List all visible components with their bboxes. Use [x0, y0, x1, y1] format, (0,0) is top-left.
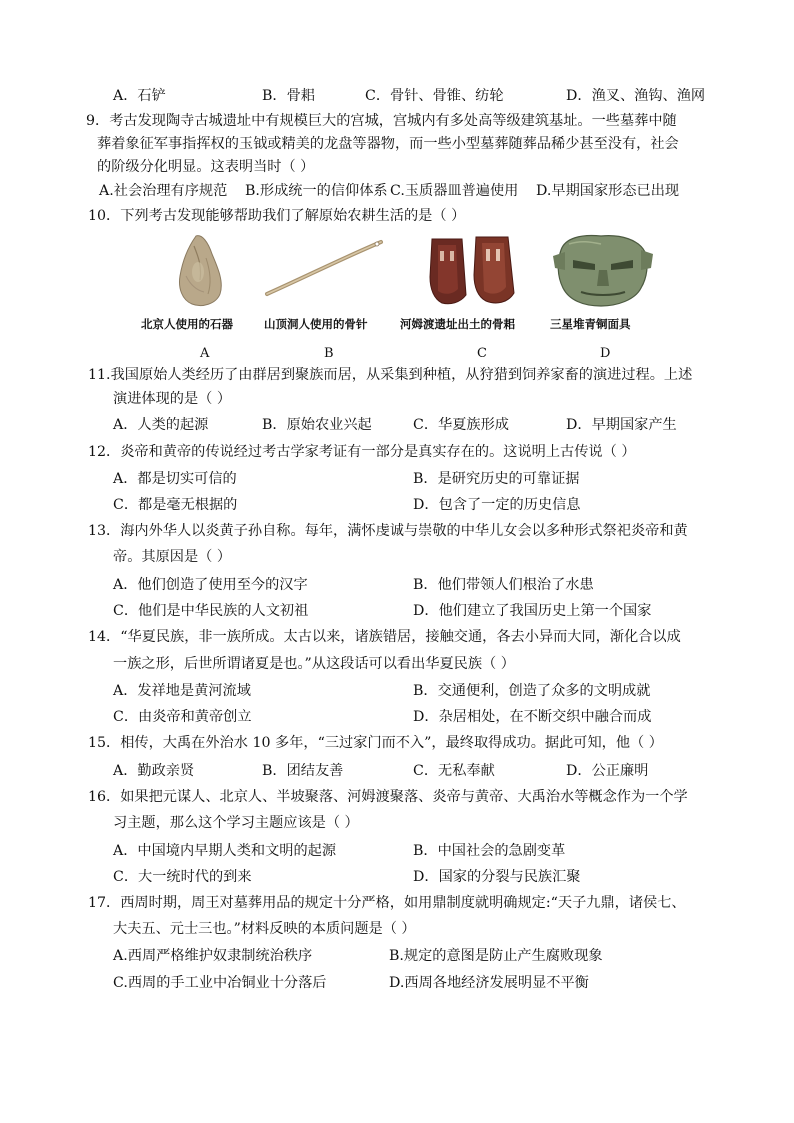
q10-option-b: B	[324, 346, 334, 361]
q12-option-c: C．都是毫无根据的	[113, 497, 238, 513]
q15-option-a: A．勤政亲贤	[113, 763, 195, 779]
q9-stem-line-3: 的阶级分化明显。这表明当时（ ）	[97, 159, 315, 175]
q10-option-a: A	[200, 346, 210, 361]
q10-stem: 10．下列考古发现能够帮助我们了解原始农耕生活的是（ ）	[88, 208, 466, 224]
image-caption-d: 三星堆青铜面具	[550, 317, 631, 331]
bone-needle-image	[263, 236, 387, 300]
q16-option-a: A．中国境内早期人类和文明的起源	[113, 843, 337, 859]
q14-stem-line-2: 一族之形，后世所谓诸夏是也。”从这段话可以看出华夏民族（ ）	[113, 656, 515, 672]
stone-tool-image	[172, 232, 232, 310]
bone-spade-image	[424, 233, 520, 309]
q12-stem: 12．炎帝和黄帝的传说经过考古学家考证有一部分是真实存在的。这说明上古传说（ ）	[88, 444, 636, 460]
q17-option-b: B.规定的意图是防止产生腐败现象	[389, 948, 603, 964]
q13-option-d: D．他们建立了我国历史上第一个国家	[413, 603, 652, 619]
q17-option-a: A.西周严格维护奴隶制统治秩序	[113, 948, 313, 964]
q9-option-d: D.早期国家形态已出现	[536, 183, 680, 199]
q15-stem: 15．相传，大禹在外治水 10 多年，“三过家门而不入”，最终取得成功。据此可知，他（ ）	[88, 735, 663, 751]
q9-stem-line-2: 葬着象征军事指挥权的玉钺或精美的龙盘等器物，而一些小型墓葬随葬品稀少甚至没有，社会	[97, 136, 679, 152]
q16-option-b: B．中国社会的急剧变革	[413, 843, 566, 859]
image-caption-c: 河姆渡遗址出土的骨耜	[400, 317, 515, 331]
q13-stem-line-2: 帝。其原因是（ ）	[113, 549, 232, 565]
q12-option-b: B．是研究历史的可靠证据	[413, 471, 580, 487]
q12-option-d: D．包含了一定的历史信息	[413, 497, 581, 513]
q8-option-c: C．骨针、骨锥、纺轮	[365, 88, 504, 104]
q16-stem-line-2: 习主题，那么这个学习主题应该是（ ）	[113, 815, 359, 831]
q11-stem-line-2: 演进体现的是（ ）	[113, 391, 232, 407]
q14-option-b: B．交通便利，创造了众多的文明成就	[413, 683, 651, 699]
q16-option-c: C．大一统时代的到来	[113, 869, 252, 885]
q11-option-a: A．人类的起源	[113, 417, 209, 433]
image-caption-a: 北京人使用的石器	[141, 317, 233, 331]
q17-stem-line-2: 大夫五、元士三也。”材料反映的本质问题是（ ）	[113, 921, 416, 937]
q17-stem-line-1: 17．西周时期，周王对墓葬用品的规定十分严格，如用鼎制度就明确规定:“天子九鼎，诸侯七、	[88, 895, 686, 911]
q13-option-b: B．他们带领人们根治了水患	[413, 577, 594, 593]
q12-option-a: A．都是切实可信的	[113, 471, 237, 487]
bronze-mask-image	[551, 230, 655, 310]
q14-stem-line-1: 14．“华夏民族，非一族所成。太古以来，诸族错居，接触交通，各去小异而大同，渐化合以成	[88, 629, 681, 645]
q11-option-d: D．早期国家产生	[566, 417, 677, 433]
q17-option-c: C.西周的手工业中冶铜业十分落后	[113, 975, 327, 991]
q16-stem-line-1: 16．如果把元谋人、北京人、半坡聚落、河姆渡聚落、炎帝与黄帝、大禹治水等概念作为一个学	[88, 789, 688, 805]
q9-stem-line-1: 9．考古发现陶寺古城遗址中有规模巨大的宫城，宫城内有多处高等级建筑基址。一些墓葬中随	[86, 113, 677, 129]
q9-option-b: B.形成统一的信仰体系	[245, 183, 388, 199]
q11-option-b: B．原始农业兴起	[262, 417, 372, 433]
q16-option-d: D．国家的分裂与民族汇聚	[413, 869, 581, 885]
q9-option-c: C.玉质器皿普遍使用	[390, 183, 519, 199]
image-caption-b: 山顶洞人使用的骨针	[264, 317, 368, 331]
q9-option-a: A.社会治理有序规范	[99, 183, 228, 199]
q14-option-d: D．杂居相处，在不断交织中融合而成	[413, 709, 652, 725]
q11-option-c: C．华夏族形成	[413, 417, 509, 433]
q13-option-c: C．他们是中华民族的人文初祖	[113, 603, 309, 619]
q10-option-d: D	[600, 346, 611, 361]
q10-option-c: C	[477, 346, 487, 361]
q17-option-d: D.西周各地经济发展明显不平衡	[389, 975, 589, 991]
q15-option-b: B．团结友善	[262, 763, 344, 779]
q13-stem-line-1: 13．海内外华人以炎黄子孙自称。每年，满怀虔诚与崇敬的中华儿女会以多种形式祭祀炎帝和黄	[88, 523, 688, 539]
q15-option-c: C．无私奉献	[413, 763, 495, 779]
q11-stem-line-1: 11.我国原始人类经历了由群居到聚族而居，从采集到种植，从狩猎到饲养家畜的演进过程。上述	[88, 367, 693, 383]
q14-option-c: C．由炎帝和黄帝创立	[113, 709, 252, 725]
q8-option-b: B．骨耜	[262, 88, 315, 104]
q13-option-a: A．他们创造了使用至今的汉字	[113, 577, 308, 593]
q15-option-d: D．公正廉明	[566, 763, 649, 779]
q8-option-d: D．渔叉、渔钩、渔网	[566, 88, 706, 104]
q8-option-a: A．石铲	[113, 88, 166, 104]
q14-option-a: A．发祥地是黄河流域	[113, 683, 251, 699]
